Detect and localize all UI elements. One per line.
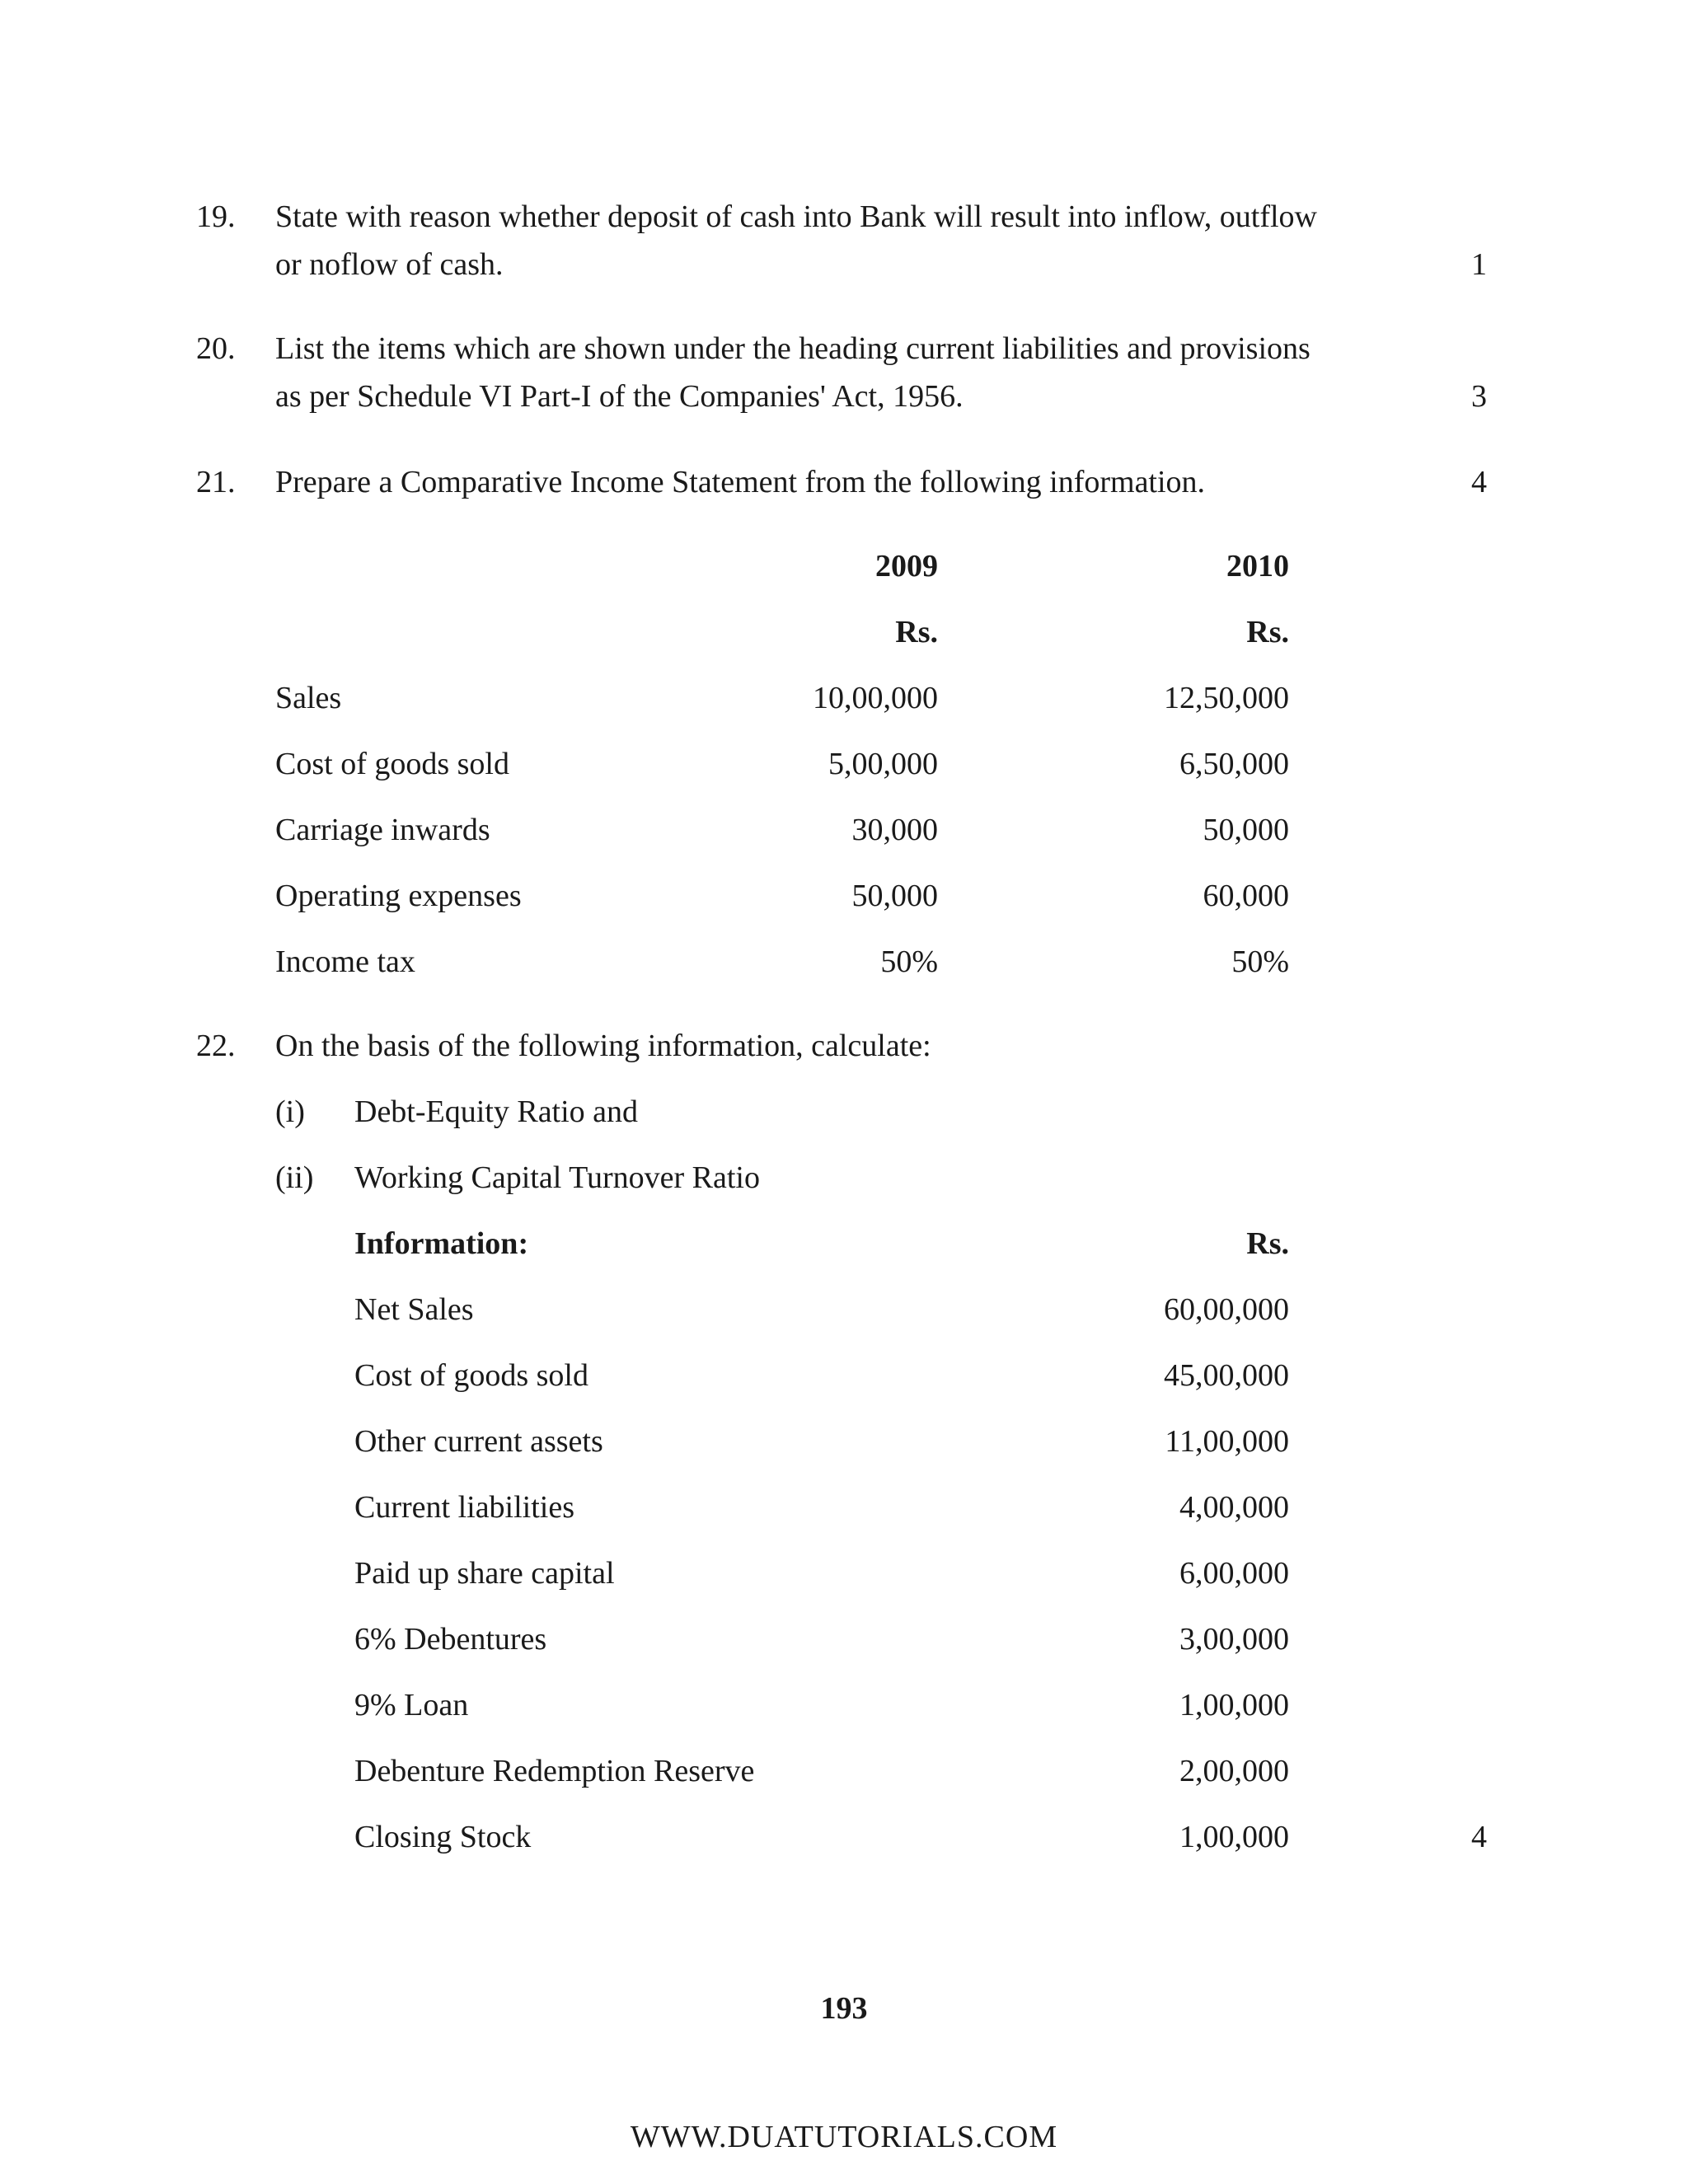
q22-text: On the basis of the following information, calculate: [275,1029,931,1063]
q21-row-value-2009: 5,00,000 [828,747,938,781]
q21-row-value-2009: 50,000 [851,879,938,913]
q21-text: Prepare a Comparative Income Statement from the following information. [275,465,1206,499]
page-number: 193 [820,1991,868,2026]
q21-row-value-2009: 50% [880,944,938,979]
q21-row-label: Sales [275,681,342,715]
q22-row-label: Paid up share capital [354,1556,615,1591]
q22-row-label: Debenture Redemption Reserve [354,1754,755,1788]
q22-row-label: Closing Stock [354,1820,532,1854]
q22-number: 22. [196,1029,236,1063]
q19-text-line2: or noflow of cash. [275,247,504,282]
q21-row-value-2010: 60,000 [1203,879,1289,913]
q21-unit-2010: Rs. [1246,615,1289,649]
q21-number: 21. [196,465,236,499]
q22-row-label: 6% Debentures [354,1622,547,1657]
q19-marks: 1 [1471,247,1487,282]
q22-part-label: (i) [275,1094,305,1129]
q22-row-value: 45,00,000 [1164,1358,1289,1393]
q21-row-value-2009: 30,000 [851,813,938,847]
q22-marks: 4 [1471,1820,1487,1854]
q21-row-label: Carriage inwards [275,813,490,847]
q22-row-value: 1,00,000 [1179,1688,1289,1722]
q21-header-2009: 2009 [875,549,938,583]
q21-row-label: Income tax [275,944,415,979]
q21-row-value-2009: 10,00,000 [813,681,938,715]
q22-row-label: Other current assets [354,1424,603,1459]
q22-row-value: 3,00,000 [1179,1622,1289,1657]
q22-part-label: (ii) [275,1160,314,1195]
q22-row-value: 2,00,000 [1179,1754,1289,1788]
q22-part-text: Working Capital Turnover Ratio [354,1160,760,1195]
q20-number: 20. [196,331,236,366]
q21-row-value-2010: 12,50,000 [1164,681,1289,715]
q22-row-label: Current liabilities [354,1490,575,1525]
q20-text-line1: List the items which are shown under the heading current liabilities and provisions [275,331,1311,366]
q21-row-value-2010: 50,000 [1203,813,1289,847]
q21-unit-2009: Rs. [895,615,938,649]
q22-part-text: Debt-Equity Ratio and [354,1094,639,1129]
q22-info-heading: Information: [354,1226,529,1261]
q22-row-label: Cost of goods sold [354,1358,588,1393]
q21-row-label: Operating expenses [275,879,522,913]
q19-number: 19. [196,199,236,234]
q22-row-value: 1,00,000 [1179,1820,1289,1854]
q21-header-2010: 2010 [1226,549,1289,583]
q19-text-line1: State with reason whether deposit of cash into Bank will result into inflow, outflow [275,199,1317,234]
q22-row-value: 4,00,000 [1179,1490,1289,1525]
q20-marks: 3 [1471,379,1487,414]
q22-row-label: Net Sales [354,1292,474,1327]
q22-row-value: 60,00,000 [1164,1292,1289,1327]
q22-row-value: 11,00,000 [1165,1424,1289,1459]
q21-marks: 4 [1471,465,1487,499]
q22-row-value: 6,00,000 [1179,1556,1289,1591]
q22-info-unit: Rs. [1246,1226,1289,1261]
footer-website: WWW.DUATUTORIALS.COM [630,2120,1058,2154]
q21-row-value-2010: 50% [1231,944,1289,979]
q21-row-value-2010: 6,50,000 [1179,747,1289,781]
q22-row-label: 9% Loan [354,1688,469,1722]
q21-row-label: Cost of goods sold [275,747,509,781]
q20-text-line2: as per Schedule VI Part-I of the Companies' Act, 1956. [275,379,964,414]
